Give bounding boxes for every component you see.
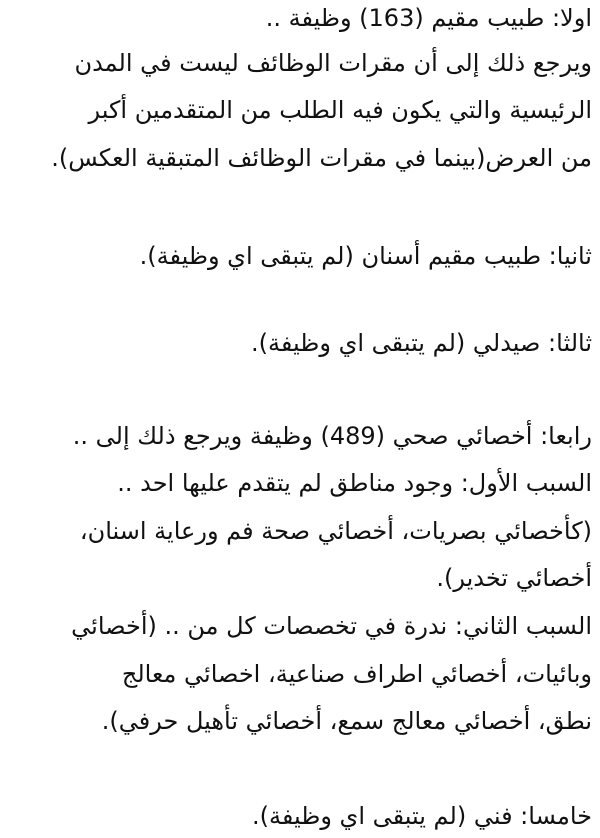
text-line-4: من العرض(بينما في مقرات الوظائف المتبقية العكس). <box>51 144 592 172</box>
text-line-8: السبب الأول: وجود مناطق لم يتقدم عليها احد .. <box>117 469 592 497</box>
text-line-12: وبائيات، أخصائي اطراف صناعية، اخصائي معالج <box>121 660 592 688</box>
text-line-2: ويرجع ذلك إلى أن مقرات الوظائف ليست في المدن <box>74 49 592 77</box>
text-line-6: ثالثا: صيدلي (لم يتبقى اي وظيفة). <box>251 329 592 357</box>
text-line-10: أخصائي تخدير). <box>436 564 592 592</box>
text-line-5: ثانيا: طبيب مقيم أسنان (لم يتبقى اي وظيفة). <box>139 242 592 270</box>
text-line-1: اولا: طبيب مقيم (163) وظيفة .. <box>265 4 592 32</box>
text-line-9: (كأخصائي بصريات، أخصائي صحة فم ورعاية اسنان، <box>79 517 592 545</box>
text-line-7: رابعا: أخصائي صحي (489) وظيفة ويرجع ذلك إلى .. <box>72 422 592 450</box>
text-line-3: الرئيسية والتي يكون فيه الطلب من المتقدمين أكبر <box>88 96 592 124</box>
text-line-14: خامسا: فني (لم يتبقى اي وظيفة). <box>251 802 592 830</box>
text-line-11: السبب الثاني: ندرة في تخصصات كل من .. (أخصائي <box>71 612 592 640</box>
text-line-13: نطق، أخصائي معالج سمع، أخصائي تأهيل حرفي). <box>101 707 592 735</box>
